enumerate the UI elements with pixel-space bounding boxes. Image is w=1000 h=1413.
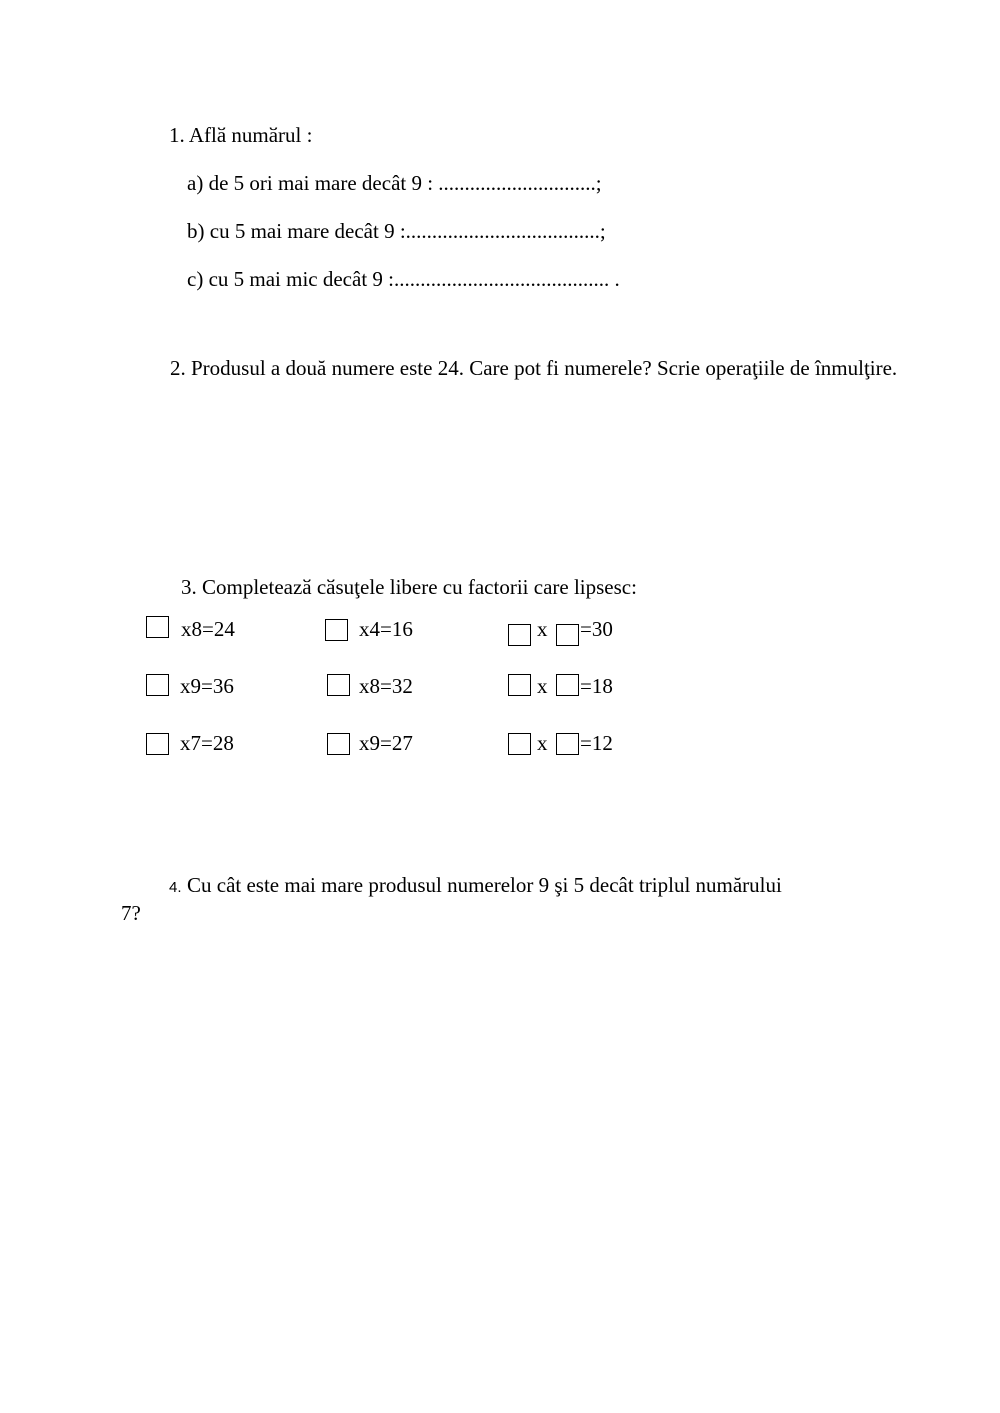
answer-box-r3-c1[interactable] <box>146 733 169 755</box>
times-sign-r2: x <box>537 674 548 698</box>
exercise-4-text: Cu cât este mai mare produsul numerelor 9 şi 5 decât triplul numărului <box>187 873 782 897</box>
exercise-1a-prompt: a) de 5 ori mai mare decât 9 : ..............................; <box>187 171 602 195</box>
answer-box-r1-c3a[interactable] <box>508 624 531 646</box>
answer-box-r3-c3b[interactable] <box>556 733 579 755</box>
answer-box-r2-c3a[interactable] <box>508 674 531 696</box>
answer-box-r2-c2[interactable] <box>327 674 350 696</box>
answer-box-r3-c2[interactable] <box>327 733 350 755</box>
equation-r1-c3: =30 <box>580 617 613 641</box>
exercise-2-text: 2. Produsul a două numere este 24. Care pot fi numerele? Scrie operaţiile de înmulţire. <box>170 356 898 380</box>
answer-box-r2-c3b[interactable] <box>556 674 579 696</box>
exercise-4-number: 4. <box>169 879 182 896</box>
answer-box-r1-c3b[interactable] <box>556 624 579 646</box>
equation-r3-c3: =12 <box>580 731 613 755</box>
equation-r1-c2: x4=16 <box>359 617 413 641</box>
exercise-3-title: 3. Completeazӑ cӑsuţele libere cu factorii care lipsesc: <box>181 575 637 599</box>
equation-r2-c3: =18 <box>580 674 613 698</box>
times-sign-r3: x <box>537 731 548 755</box>
equation-r2-c1: x9=36 <box>180 674 234 698</box>
exercise-1-title: 1. Aflӑ numӑrul : <box>169 123 313 147</box>
equation-r2-c2: x8=32 <box>359 674 413 698</box>
equation-r3-c1: x7=28 <box>180 731 234 755</box>
exercise-1b-prompt: b) cu 5 mai mare decât 9 :.....................................; <box>187 219 606 243</box>
answer-box-r1-c1[interactable] <box>146 616 169 638</box>
equation-r1-c1: x8=24 <box>181 617 235 641</box>
times-sign-r1: x <box>537 617 548 641</box>
answer-box-r2-c1[interactable] <box>146 674 169 696</box>
exercise-4-text-cont: 7? <box>121 901 141 925</box>
exercise-1c-prompt: c) cu 5 mai mic decât 9 :......................................... . <box>187 267 620 291</box>
answer-box-r1-c2[interactable] <box>325 619 348 641</box>
answer-box-r3-c3a[interactable] <box>508 733 531 755</box>
equation-r3-c2: x9=27 <box>359 731 413 755</box>
